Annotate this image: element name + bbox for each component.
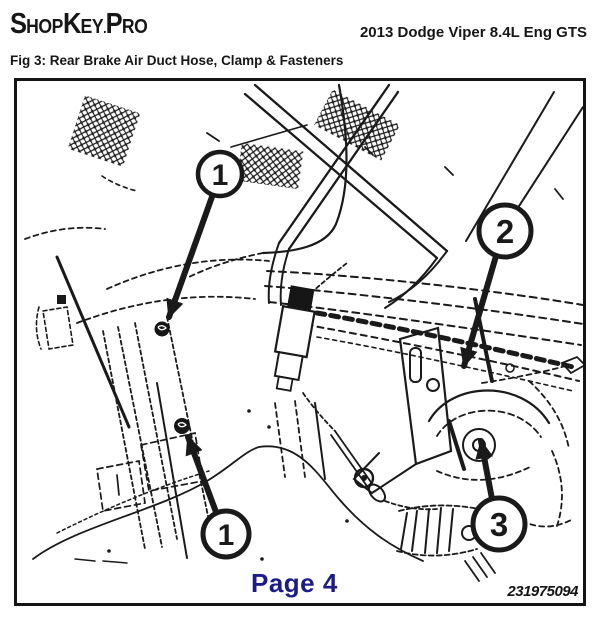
callout-2 (479, 205, 531, 257)
svg-text:2: 2 (495, 213, 515, 250)
callout-arrows (169, 194, 496, 512)
callout-1-top (198, 152, 242, 196)
image-number: 231975094 (507, 583, 578, 600)
svg-text:3: 3 (489, 506, 509, 543)
logo-part: P (105, 8, 122, 40)
page-label: Page 4 (251, 568, 338, 598)
figure-border (14, 78, 586, 606)
diagram-svg (17, 81, 583, 603)
logo-part: EY (80, 16, 104, 38)
logo-part: K (62, 8, 81, 40)
callout-1-bottom (203, 511, 249, 557)
callout-3 (473, 498, 525, 550)
svg-text:1: 1 (217, 519, 235, 552)
logo-dot: . (103, 20, 106, 36)
vehicle-title: 2013 Dodge Viper 8.4L Eng GTS (359, 24, 587, 41)
logo-part: S (10, 8, 27, 40)
svg-text:1: 1 (211, 159, 229, 192)
logo-part: HOP (26, 16, 63, 38)
figure-caption: Fig 3: Rear Brake Air Duct Hose, Clamp & Fasteners (10, 53, 344, 68)
shopkeypro-logo (10, 9, 147, 42)
logo-part: RO (121, 16, 148, 38)
